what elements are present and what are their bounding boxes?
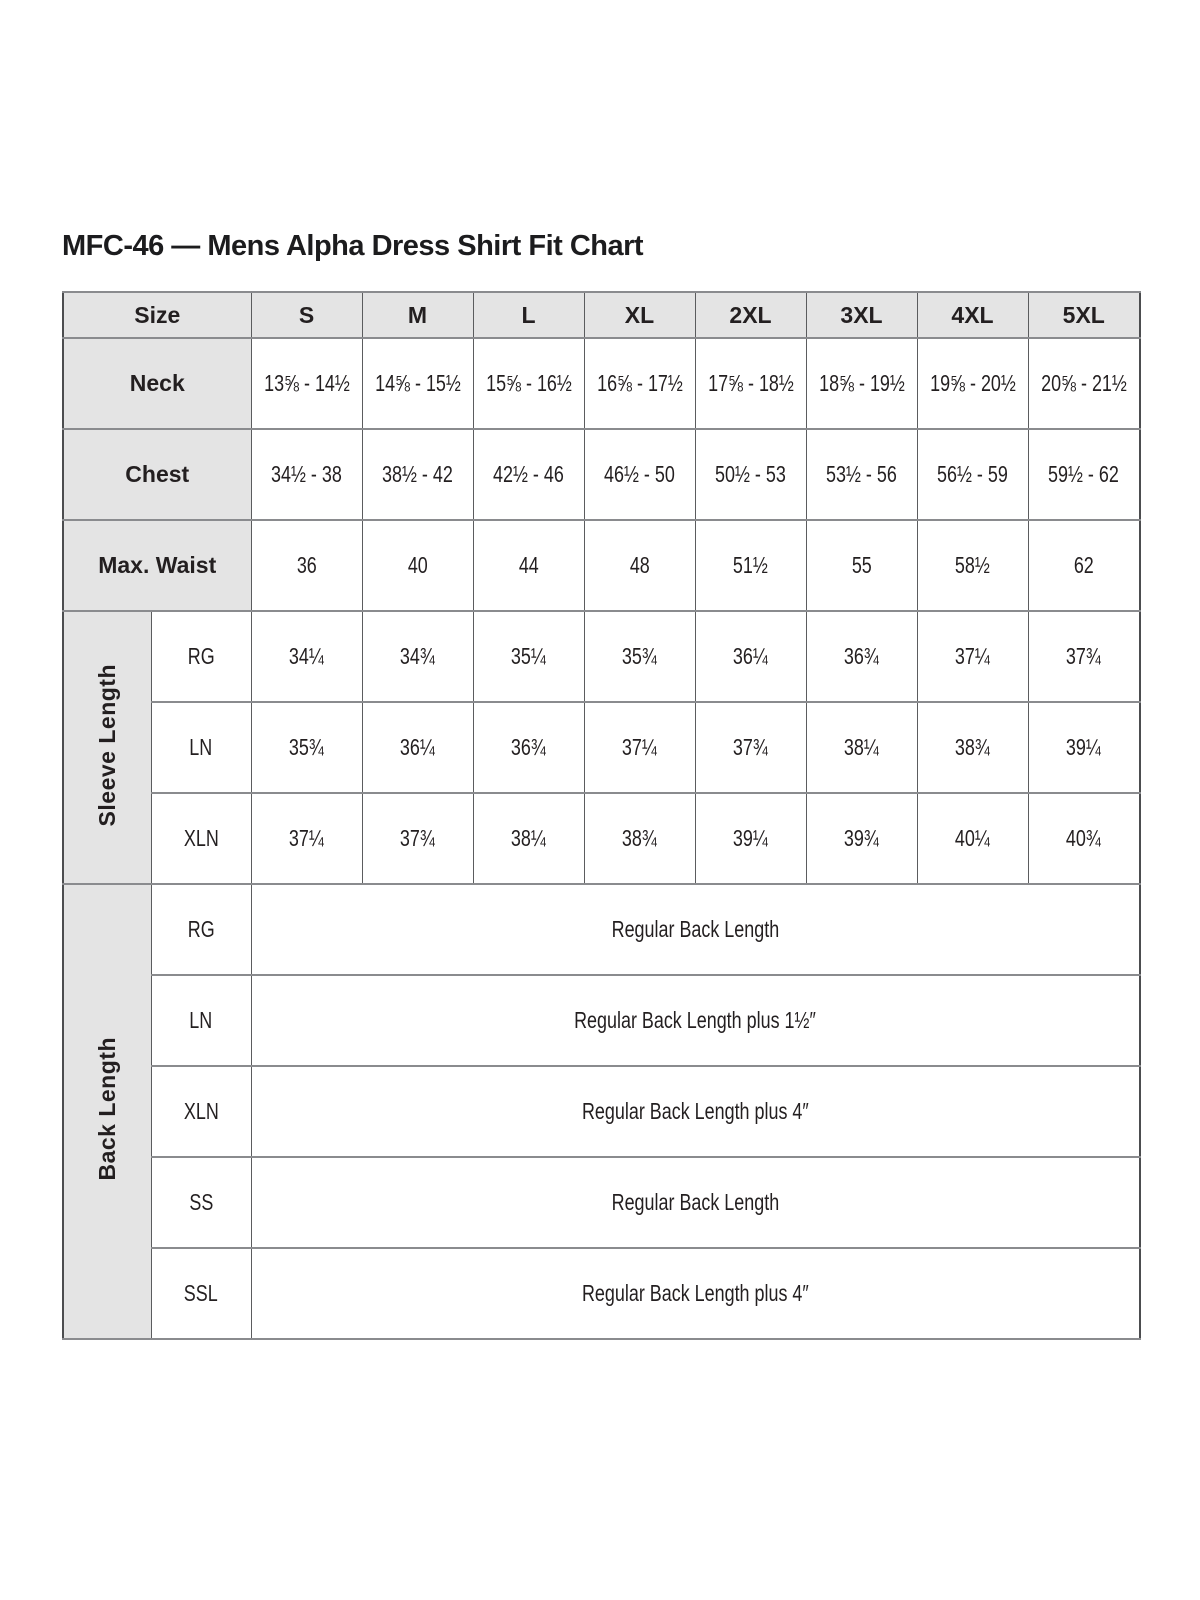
- value-text: 42½ - 46: [493, 461, 564, 487]
- back-length-value-cell: [251, 1157, 1140, 1248]
- value-text: 37¼: [955, 643, 990, 669]
- back-xln-row: [63, 1066, 1140, 1157]
- value-cell: [917, 611, 1028, 702]
- value-cell: [251, 611, 362, 702]
- value-text: 37¾: [733, 734, 768, 760]
- value-text: 18⅝ - 19½: [818, 370, 905, 396]
- value-cell: [362, 793, 473, 884]
- sub-label-text: RG: [187, 916, 215, 942]
- value-cell: [362, 520, 473, 611]
- sleeve-xln-row: [63, 793, 1140, 884]
- sleeve-row-label-ln: [151, 702, 251, 793]
- value-text: 36¼: [733, 643, 768, 669]
- size-col-header-xl: XL: [584, 292, 695, 338]
- back-length-value-cell: [251, 1248, 1140, 1339]
- value-cell: [362, 338, 473, 429]
- sleeve-rg-row: [63, 611, 1140, 702]
- value-cell: [362, 429, 473, 520]
- value-text: 15⅝ - 16½: [485, 370, 572, 396]
- value-cell: [584, 520, 695, 611]
- value-text: 36¼: [400, 734, 435, 760]
- value-cell: [917, 793, 1028, 884]
- value-text: 51½: [733, 552, 768, 578]
- back-row-label-xln: [151, 1066, 251, 1157]
- neck-row: [63, 338, 1140, 429]
- value-cell: [806, 702, 917, 793]
- size-col-header-4xl: 4XL: [917, 292, 1028, 338]
- value-cell: [584, 702, 695, 793]
- value-cell: [1028, 611, 1140, 702]
- value-cell: [695, 702, 806, 793]
- chest-row: [63, 429, 1140, 520]
- value-text: 37¾: [400, 825, 435, 851]
- back-row-label-ssl: [151, 1248, 251, 1339]
- row-label-chest: Chest: [63, 429, 251, 520]
- sleeve-row-label-rg: [151, 611, 251, 702]
- back-length-value-text: Regular Back Length: [611, 916, 780, 942]
- value-cell: [695, 793, 806, 884]
- value-text: 37¼: [289, 825, 324, 851]
- value-text: 36¾: [511, 734, 546, 760]
- value-text: 50½ - 53: [715, 461, 786, 487]
- value-cell: [584, 611, 695, 702]
- size-col-header-m: M: [362, 292, 473, 338]
- value-text: 36¾: [844, 643, 879, 669]
- back-length-value-text: Regular Back Length plus 4″: [581, 1280, 809, 1306]
- value-text: 35¾: [622, 643, 657, 669]
- value-text: 56½ - 59: [937, 461, 1008, 487]
- sub-label-text: XLN: [183, 1098, 219, 1124]
- back-length-value-cell: [251, 975, 1140, 1066]
- value-cell: [917, 429, 1028, 520]
- size-col-header-2xl: 2XL: [695, 292, 806, 338]
- value-text: 20⅝ - 21½: [1040, 370, 1127, 396]
- sub-label-text: SSL: [184, 1280, 218, 1306]
- value-text: 38¾: [622, 825, 657, 851]
- value-cell: [1028, 793, 1140, 884]
- value-text: 40¾: [1066, 825, 1102, 851]
- value-text: 53½ - 56: [826, 461, 897, 487]
- value-cell: [584, 338, 695, 429]
- back-ss-row: [63, 1157, 1140, 1248]
- value-cell: [473, 429, 584, 520]
- value-cell: [1028, 338, 1140, 429]
- value-text: 16⅝ - 17½: [596, 370, 683, 396]
- row-label-neck: Neck: [63, 338, 251, 429]
- size-header-row: [63, 292, 1140, 338]
- value-cell: [584, 793, 695, 884]
- size-col-header-3xl: 3XL: [806, 292, 917, 338]
- value-cell: [473, 611, 584, 702]
- value-cell: [695, 429, 806, 520]
- back-rg-row: [63, 884, 1140, 975]
- sub-label-text: XLN: [183, 825, 219, 851]
- value-text: 19⅝ - 20½: [929, 370, 1016, 396]
- value-cell: [806, 429, 917, 520]
- value-text: 55: [851, 552, 872, 578]
- back-ssl-row: [63, 1248, 1140, 1339]
- back-length-value-text: Regular Back Length plus 1½″: [574, 1007, 817, 1033]
- value-text: 17⅝ - 18½: [707, 370, 794, 396]
- value-cell: [806, 338, 917, 429]
- max-waist-row: [63, 520, 1140, 611]
- value-text: 46½ - 50: [604, 461, 675, 487]
- sleeve-length-group-label-text: Sleeve Length: [93, 663, 120, 827]
- value-cell: [806, 793, 917, 884]
- value-cell: [473, 702, 584, 793]
- back-length-group-label: [63, 884, 151, 1339]
- value-cell: [695, 611, 806, 702]
- size-col-header-5xl: 5XL: [1028, 292, 1140, 338]
- value-text: 44: [518, 552, 539, 578]
- value-cell: [1028, 429, 1140, 520]
- value-cell: [362, 702, 473, 793]
- value-text: 35¾: [289, 734, 324, 760]
- size-col-header-s: S: [251, 292, 362, 338]
- sub-label-text: RG: [187, 643, 215, 669]
- value-cell: [917, 520, 1028, 611]
- value-cell: [251, 520, 362, 611]
- fit-chart-table: [62, 291, 1141, 1340]
- value-cell: [695, 338, 806, 429]
- value-cell: [806, 520, 917, 611]
- row-label-max-waist: Max. Waist: [63, 520, 251, 611]
- sub-label-text: LN: [189, 1007, 213, 1033]
- sleeve-length-group-label: [63, 611, 151, 884]
- back-ln-row: [63, 975, 1140, 1066]
- value-text: 38¾: [955, 734, 990, 760]
- value-cell: [251, 793, 362, 884]
- value-text: 59½ - 62: [1048, 461, 1120, 487]
- value-cell: [806, 611, 917, 702]
- value-text: 36: [296, 552, 317, 578]
- value-text: 13⅝ - 14½: [263, 370, 350, 396]
- size-corner-header: Size: [63, 292, 251, 338]
- value-text: 37¼: [622, 734, 657, 760]
- size-col-header-l: L: [473, 292, 584, 338]
- value-cell: [473, 520, 584, 611]
- value-text: 37¾: [1066, 643, 1102, 669]
- back-length-group-label-text: Back Length: [93, 1037, 120, 1181]
- value-text: 39¼: [733, 825, 768, 851]
- value-text: 39¾: [844, 825, 879, 851]
- value-text: 14⅝ - 15½: [374, 370, 461, 396]
- value-cell: [584, 429, 695, 520]
- back-row-label-rg: [151, 884, 251, 975]
- value-cell: [1028, 702, 1140, 793]
- value-text: 40¼: [955, 825, 990, 851]
- back-row-label-ss: [151, 1157, 251, 1248]
- value-text: 35¼: [511, 643, 546, 669]
- value-text: 38¼: [844, 734, 879, 760]
- value-cell: [251, 338, 362, 429]
- value-text: 38½ - 42: [382, 461, 453, 487]
- value-cell: [473, 793, 584, 884]
- sub-label-text: SS: [189, 1189, 213, 1215]
- value-text: 40: [407, 552, 428, 578]
- value-text: 48: [629, 552, 650, 578]
- value-cell: [362, 611, 473, 702]
- value-text: 38¼: [511, 825, 546, 851]
- sleeve-row-label-xln: [151, 793, 251, 884]
- page-title: MFC-46 — Mens Alpha Dress Shirt Fit Chart: [62, 230, 644, 262]
- back-length-value-text: Regular Back Length plus 4″: [581, 1098, 809, 1124]
- back-length-value-cell: [251, 884, 1140, 975]
- value-text: 34¾: [400, 643, 435, 669]
- value-text: 62: [1073, 552, 1094, 578]
- value-text: 34¼: [289, 643, 324, 669]
- value-text: 39¼: [1066, 734, 1102, 760]
- value-cell: [1028, 520, 1140, 611]
- value-cell: [251, 702, 362, 793]
- sub-label-text: LN: [189, 734, 213, 760]
- value-cell: [917, 702, 1028, 793]
- sleeve-ln-row: [63, 702, 1140, 793]
- value-cell: [251, 429, 362, 520]
- back-row-label-ln: [151, 975, 251, 1066]
- value-text: 34½ - 38: [271, 461, 342, 487]
- value-cell: [473, 338, 584, 429]
- back-length-value-text: Regular Back Length: [611, 1189, 780, 1215]
- value-cell: [917, 338, 1028, 429]
- back-length-value-cell: [251, 1066, 1140, 1157]
- value-text: 58½: [955, 552, 990, 578]
- value-cell: [695, 520, 806, 611]
